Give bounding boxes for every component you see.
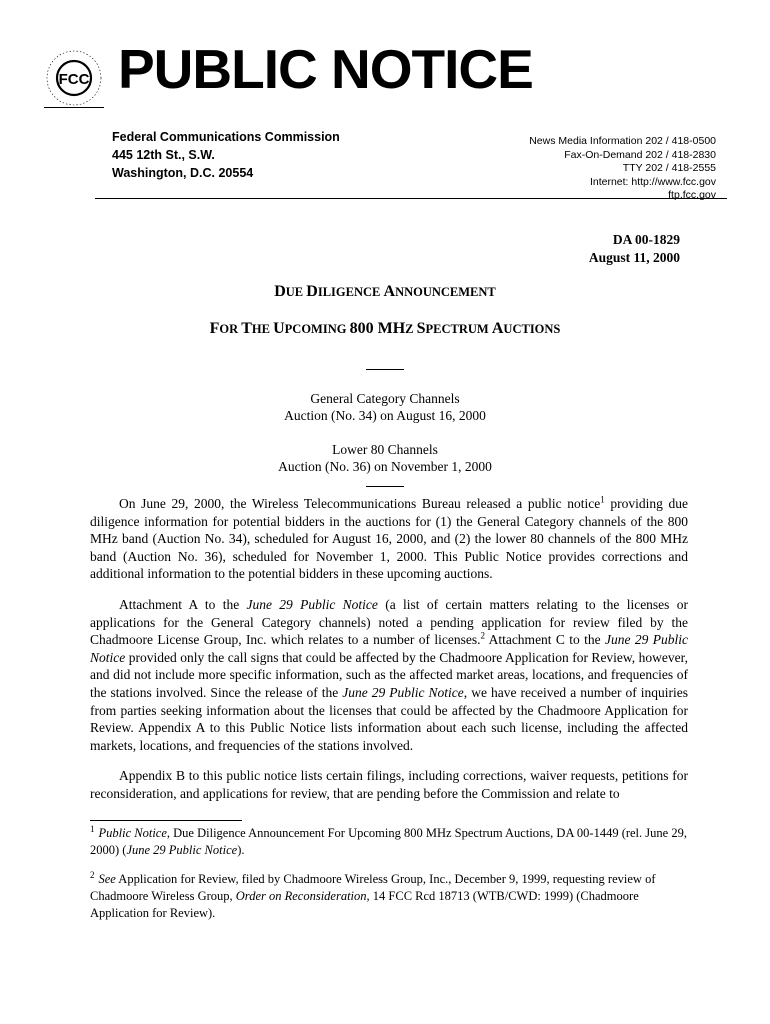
footnote-ref: 2 <box>480 630 485 641</box>
heading-rest: Z <box>405 322 417 336</box>
text-run: ). <box>237 843 245 857</box>
contact-line: Internet: http://www.fcc.gov <box>589 175 716 188</box>
heading-cap: A <box>491 320 504 337</box>
announcement-subheading <box>0 320 770 338</box>
footnote-number: 1 <box>90 823 95 834</box>
heading-rest: NNOUNCEMENT <box>395 285 496 299</box>
italic-run: June 29 Public Notice <box>126 843 238 857</box>
footnote-ref: 1 <box>600 494 605 505</box>
auction-date: Auction (No. 34) on August 16, 2000 <box>284 408 486 423</box>
document-number: DA 00-1829 <box>612 232 680 247</box>
seal-rule <box>44 107 104 108</box>
heading-cap: S <box>416 320 426 337</box>
fcc-seal-icon <box>44 48 104 108</box>
text-run: provided only the call signs that could be affected by the Chadmoore Application for Review, however, and did not include more specific information, such as the affected market areas, locations, and frequencies of the stations involved. Since the release of the <box>90 649 688 700</box>
paragraph <box>90 596 688 754</box>
footnote <box>90 871 688 922</box>
page-title: PUBLIC NOTICE <box>118 38 533 100</box>
heading-cap: U <box>273 320 285 337</box>
document-date: August 11, 2000 <box>588 250 680 265</box>
text-run: Attachment C to the <box>484 632 606 648</box>
heading-rest: PECTRUM <box>425 322 492 336</box>
announcement-heading <box>0 283 770 301</box>
agency-line: Federal Communications Commission <box>112 130 340 144</box>
heading-cap: 800 MH <box>349 320 406 337</box>
italic-run: June 29 Public Notice <box>246 596 378 612</box>
italic-run: See <box>98 872 116 886</box>
text-run: , we have received a number of inquiries from parties seeking information about the licenses that could be affected by the Chadmoore Application for Review. Appendix A to this Public Notice lists information about each such license, including the affected markets, locations, and frequencies of the stations involved. <box>90 684 688 753</box>
heading-cap: D <box>274 283 286 300</box>
paragraph: Appendix B to this public notice lists certain filings, including corrections, waiver requests, petitions for reconsideration, and applications for review, that are pending before the Commission and relate to <box>90 768 688 801</box>
heading-cap: A <box>383 283 396 300</box>
heading-rest: PCOMING <box>284 322 350 336</box>
divider-dash <box>366 486 404 487</box>
body-text <box>90 495 688 816</box>
heading-rest: ILIGENCE <box>317 285 384 299</box>
heading-cap: T <box>241 320 252 337</box>
heading-rest: UCTIONS <box>503 322 561 336</box>
heading-rest: UE <box>285 285 307 299</box>
auction-name: General Category Channels <box>310 391 460 406</box>
contact-line: Fax-On-Demand 202 / 418-2830 <box>564 148 716 161</box>
italic-run: June 29 Public Notice <box>90 632 689 665</box>
agency-address <box>112 128 340 182</box>
contact-line: ftp.fcc.gov <box>668 189 716 202</box>
contact-info <box>529 135 716 203</box>
paragraph <box>90 495 688 583</box>
text-run: On June 29, 2000, the Wireless Telecommunications Bureau released a public notice <box>119 496 601 511</box>
text-run: providing due diligence information for potential bidders in the auctions for (1) the General Category channels of the 800 MHz band (Auction No. 34), scheduled for August 16, 2000, and (2) the lower 80 channels of the 800 MHz band (Auction No. 36), scheduled for November 1, 2000. This Public Notice provides corrections and additional information to the potential bidders in these upcoming auctions. <box>90 496 688 582</box>
italic-run: Public Notice <box>98 826 167 840</box>
contact-line: TTY 202 / 418-2555 <box>622 162 716 175</box>
heading-rest: HE <box>251 322 274 336</box>
text-run: (a list of certain matters relating to the licenses or applications for the General Category channels) noted a pending application for review filed by the Chadmoore License Group, Inc. which relates to a number of licenses. <box>90 596 688 648</box>
footnote-number: 2 <box>90 869 95 880</box>
document-id <box>589 231 680 267</box>
heading-cap: D <box>306 283 318 300</box>
fcc-seal-text: FCC <box>58 71 90 88</box>
divider-dash <box>366 369 404 370</box>
heading-cap: F <box>209 320 220 337</box>
heading-rest: OR <box>219 322 242 336</box>
header-rule <box>95 198 727 199</box>
text-run: , 14 FCC Rcd 18713 (WTB/CWD: 1999) (Chadmoore Application for Review). <box>90 889 639 920</box>
auction-block <box>0 390 770 424</box>
italic-run: June 29 Public Notice <box>342 684 464 700</box>
footnote-rule <box>90 820 242 821</box>
auction-name: Lower 80 Channels <box>332 442 438 457</box>
agency-line: Washington, D.C. 20554 <box>112 166 254 180</box>
footnote <box>90 825 688 859</box>
auction-date: Auction (No. 36) on November 1, 2000 <box>278 459 492 474</box>
text-run: Attachment A to the <box>119 596 247 612</box>
text-run: , Due Diligence Announcement For Upcoming 800 MHz Spectrum Auctions, DA 00-1449 (rel. June 29, 2000) ( <box>90 826 687 857</box>
text-run: Application for Review, filed by Chadmoore Wireless Group, Inc., December 9, 1999, requesting review of Chadmoore Wireless Group, <box>90 872 656 903</box>
contact-line: News Media Information 202 / 418-0500 <box>529 135 716 147</box>
agency-line: 445 12th St., S.W. <box>112 148 215 162</box>
italic-run: Order on Reconsideration <box>235 889 367 903</box>
auction-block <box>0 441 770 475</box>
